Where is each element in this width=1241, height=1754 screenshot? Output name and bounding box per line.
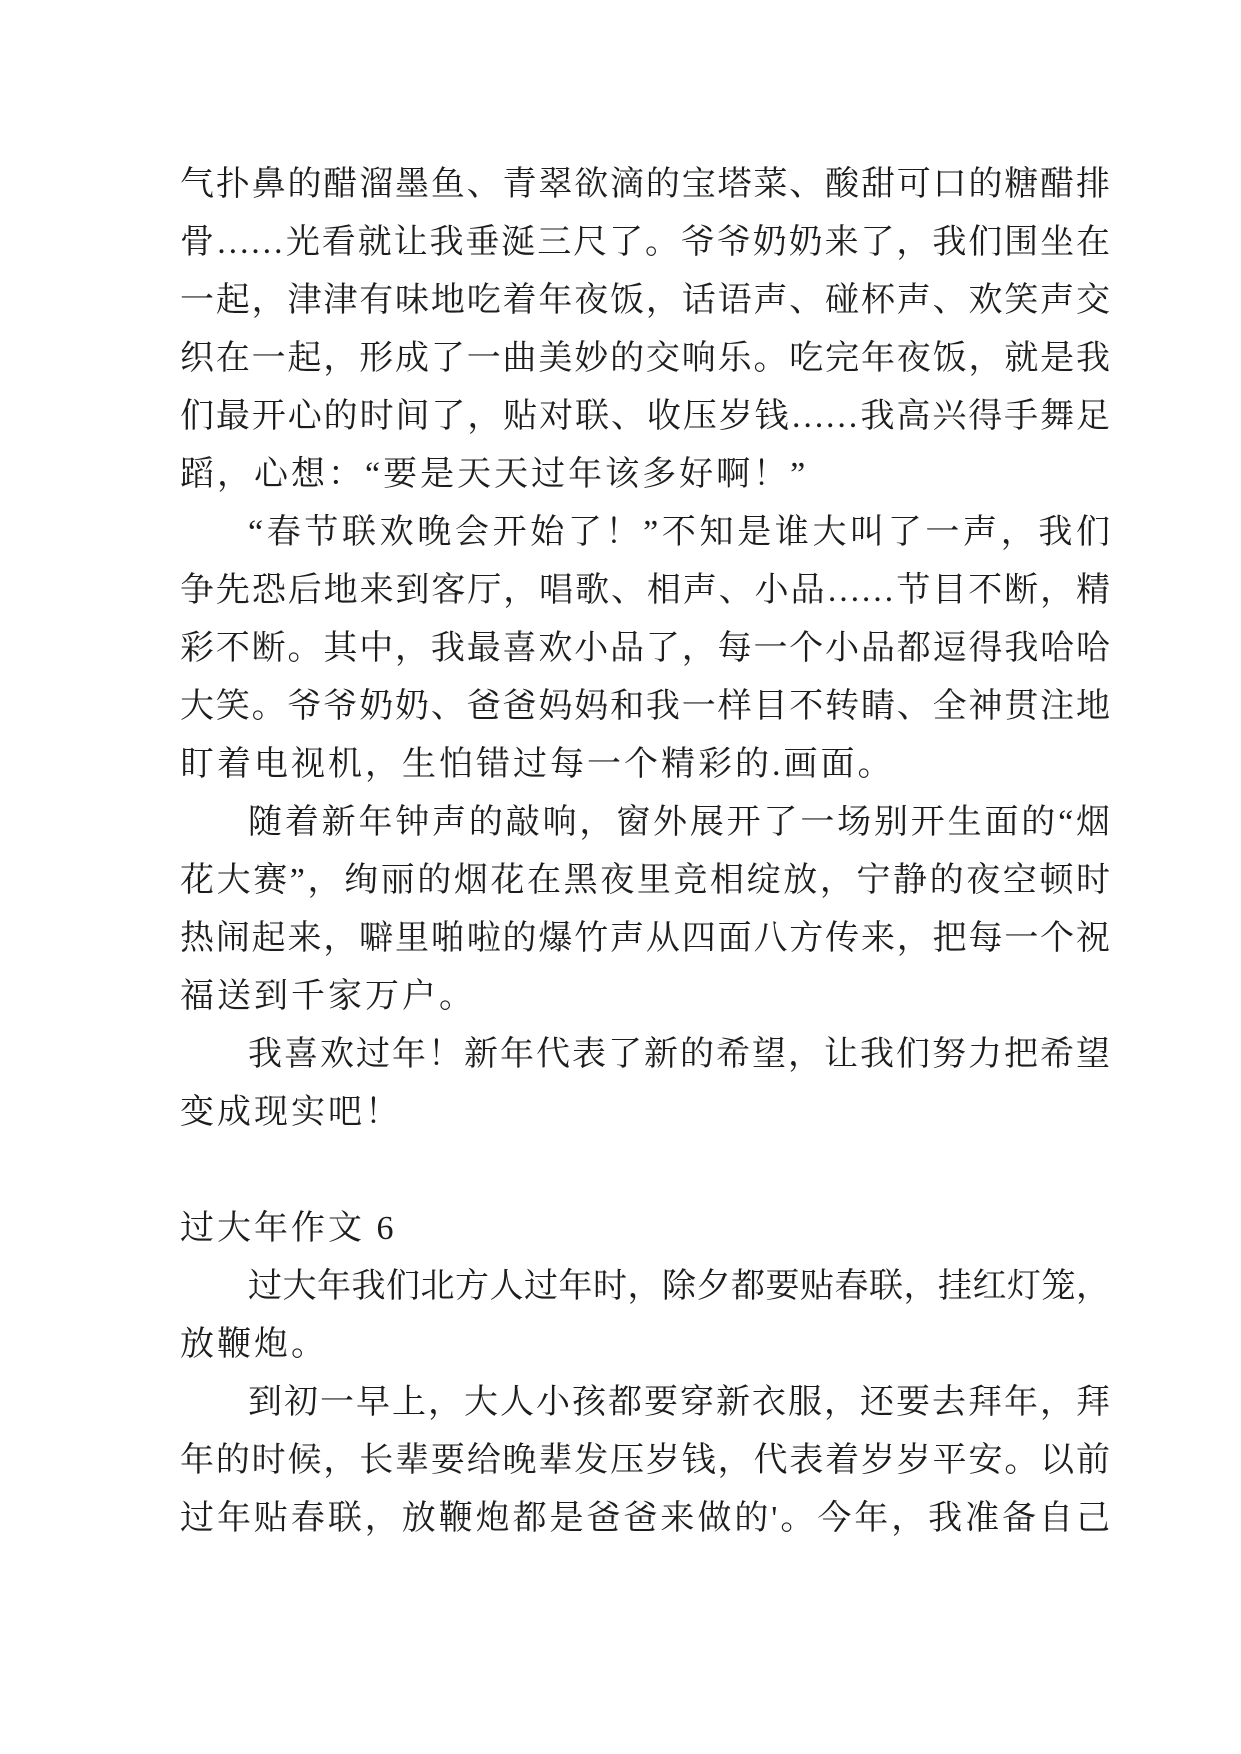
text-line: 织在一起，形成了一曲美妙的交响乐。吃完年夜饭，就是我 — [180, 340, 1110, 377]
text-line: 盯着电视机，生怕错过每一个精彩的.画面。 — [180, 746, 895, 783]
text-line: 大笑。爷爷奶奶、爸爸妈妈和我一样目不转睛、全神贯注地 — [180, 688, 1110, 725]
text-line: “春节联欢晚会开始了！”不知是谁大叫了一声，我们 — [248, 514, 1110, 551]
text-line: 一起，津津有味地吃着年夜饭，话语声、碰杯声、欢笑声交 — [180, 282, 1110, 319]
text-line: 我喜欢过年！新年代表了新的希望，让我们努力把希望 — [248, 1036, 1110, 1073]
text-line: 争先恐后地来到客厅，唱歌、相声、小品……节目不断，精 — [180, 572, 1110, 609]
text-line: 到初一早上，大人小孩都要穿新衣服，还要去拜年，拜 — [248, 1384, 1110, 1421]
text-line: 花大赛”，绚丽的烟花在黑夜里竞相绽放，宁静的夜空顿时 — [180, 862, 1110, 899]
text-line: 福送到千家万户。 — [180, 978, 476, 1015]
text-line: 气扑鼻的醋溜墨鱼、青翠欲滴的宝塔菜、酸甜可口的糖醋排 — [180, 166, 1110, 203]
text-line: 彩不断。其中，我最喜欢小品了，每一个小品都逗得我哈哈 — [180, 630, 1110, 667]
text-line: 过年贴春联，放鞭炮都是爸爸来做的'。今年，我准备自己 — [180, 1500, 1110, 1537]
text-line: 年的时候，长辈要给晚辈发压岁钱，代表着岁岁平安。以前 — [180, 1442, 1110, 1479]
text-line: 骨……光看就让我垂涎三尺了。爷爷奶奶来了，我们围坐在 — [180, 224, 1110, 261]
text-line: 们最开心的时间了，贴对联、收压岁钱……我高兴得手舞足 — [180, 398, 1110, 435]
text-line: 随着新年钟声的敲响，窗外展开了一场别开生面的“烟 — [248, 804, 1110, 841]
text-line: 热闹起来，噼里啪啦的爆竹声从四面八方传来，把每一个祝 — [180, 920, 1110, 957]
blank-line — [180, 1142, 1110, 1200]
text-line: 变成现实吧！ — [180, 1094, 402, 1131]
text-line: 放鞭炮。 — [180, 1326, 328, 1363]
essay-heading: 过大年作文 6 — [180, 1210, 397, 1247]
document-body — [180, 156, 1110, 1548]
text-line: 过大年我们北方人过年时，除夕都要贴春联，挂红灯笼， — [248, 1268, 1110, 1305]
text-line: 蹈，心想：“要是天天过年该多好啊！” — [180, 456, 809, 493]
